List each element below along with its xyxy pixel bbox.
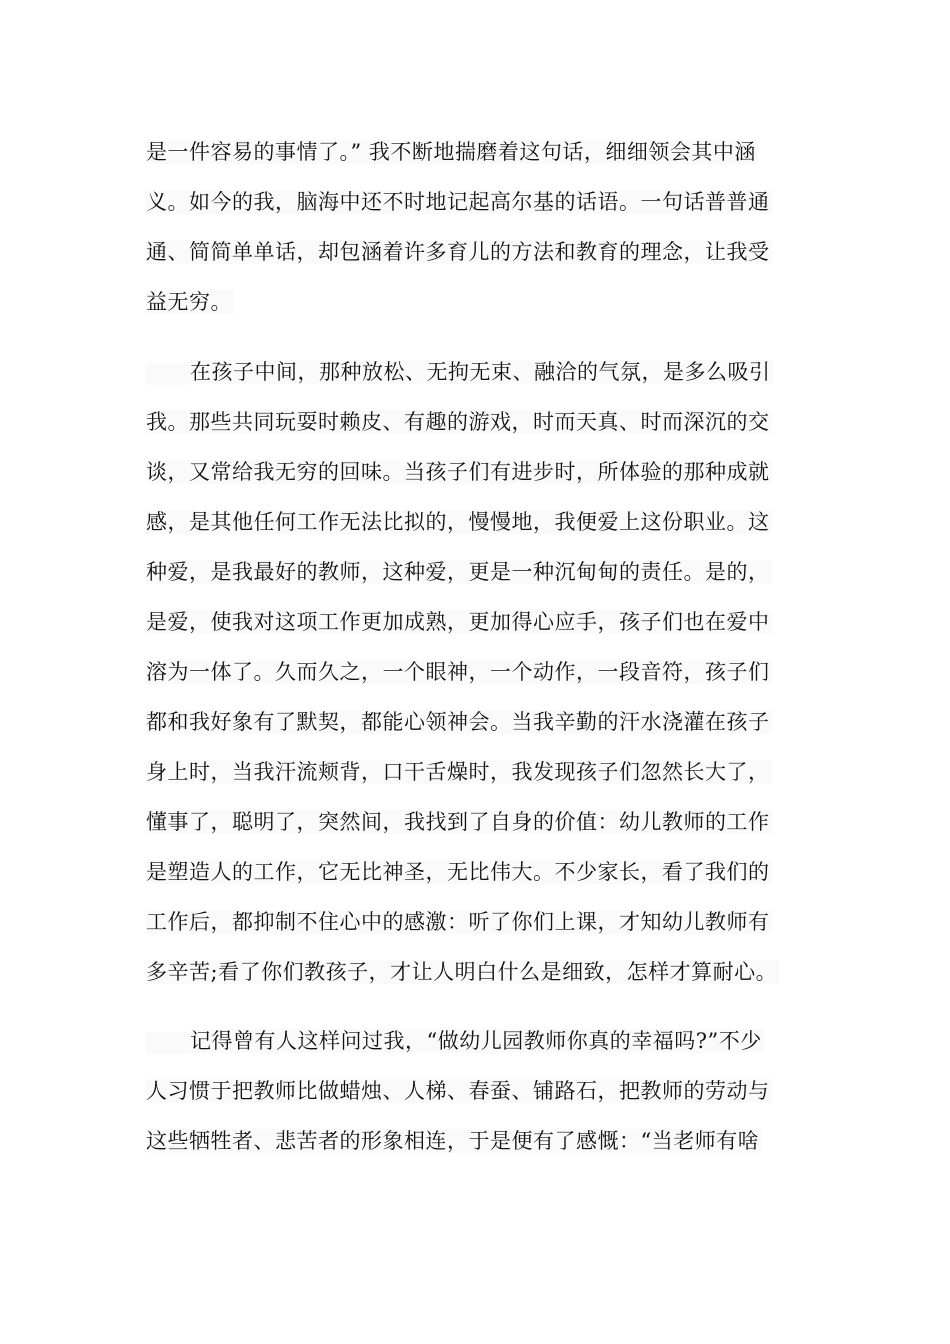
text-line-content: 人习惯于把教师比做蜡烛、人梯、春蚕、铺路石，把教师的劳动与	[146, 1079, 770, 1103]
text-line	[146, 897, 806, 947]
paragraph-3	[146, 1016, 806, 1166]
text-line-content: 感，是其他任何工作无法比拟的，慢慢地，我便爱上这份职业。这	[146, 510, 770, 534]
text-line-content: 谈，又常给我无穷的回味。当孩子们有进步时，所体验的那种成就	[146, 460, 770, 484]
text-line-content: 多辛苦;看了你们教孩子，才让人明白什么是细致，怎样才算耐心。	[146, 960, 778, 984]
text-line	[146, 797, 806, 847]
paragraph-1	[146, 127, 806, 327]
text-line-content: 工作后，都抑制不住心中的感激：听了你们上课，才知幼儿教师有	[146, 910, 770, 934]
text-line	[146, 447, 806, 497]
text-line	[146, 397, 806, 447]
text-line-content: 是塑造人的工作，它无比神圣，无比伟大。不少家长，看了我们的	[146, 860, 770, 884]
text-line-content: 义。如今的我，脑海中还不时地记起高尔基的话语。一句话普普通	[146, 190, 770, 214]
text-line	[146, 1016, 806, 1066]
text-line	[146, 1116, 806, 1166]
text-line-content: 种爱，是我最好的教师，这种爱，更是一种沉甸甸的责任。是的，	[146, 560, 770, 584]
text-line-content: 溶为一体了。久而久之，一个眼神，一个动作，一段音符，孩子们	[146, 660, 770, 684]
text-line	[146, 227, 806, 277]
paragraph-indent	[146, 363, 190, 385]
text-line	[146, 497, 806, 547]
text-line	[146, 947, 806, 997]
text-line-content: 都和我好象有了默契，都能心领神会。当我辛勤的汗水浇灌在孩子	[146, 710, 770, 734]
text-line-content: 我。那些共同玩耍时赖皮、有趣的游戏，时而天真、时而深沉的交	[146, 410, 770, 434]
text-line	[146, 347, 806, 397]
text-line	[146, 747, 806, 797]
text-line	[146, 277, 806, 327]
paragraph-2	[146, 347, 806, 997]
text-line-content: 懂事了，聪明了，突然间，我找到了自身的价值：幼儿教师的工作	[146, 810, 770, 834]
text-line-content: 益无穷。	[146, 290, 232, 314]
text-line-content: 是爱，使我对这项工作更加成熟，更加得心应手，孩子们也在爱中	[146, 610, 770, 634]
text-line	[146, 177, 806, 227]
text-line-content: 记得曾有人这样问过我，“做幼儿园教师你真的幸福吗?”不少	[190, 1029, 762, 1053]
text-line	[146, 847, 806, 897]
text-line	[146, 697, 806, 747]
text-line	[146, 647, 806, 697]
text-line	[146, 547, 806, 597]
text-line	[146, 1066, 806, 1116]
paragraph-indent	[146, 1032, 190, 1054]
text-line-content: 通、简简单单话，却包涵着许多育儿的方法和教育的理念，让我受	[146, 240, 770, 264]
text-line	[146, 597, 806, 647]
text-line-content: 这些牺牲者、悲苦者的形象相连，于是便有了感慨：“当老师有啥	[146, 1129, 760, 1153]
text-line-content: 是一件容易的事情了。” 我不断地揣磨着这句话，细细领会其中涵	[146, 140, 756, 164]
text-line-content: 身上时，当我汗流颊背，口干舌燥时，我发现孩子们忽然长大了，	[146, 760, 770, 784]
text-line-content: 在孩子中间，那种放松、无拘无束、融洽的气氛，是多么吸引	[190, 360, 771, 384]
text-line	[146, 127, 806, 177]
